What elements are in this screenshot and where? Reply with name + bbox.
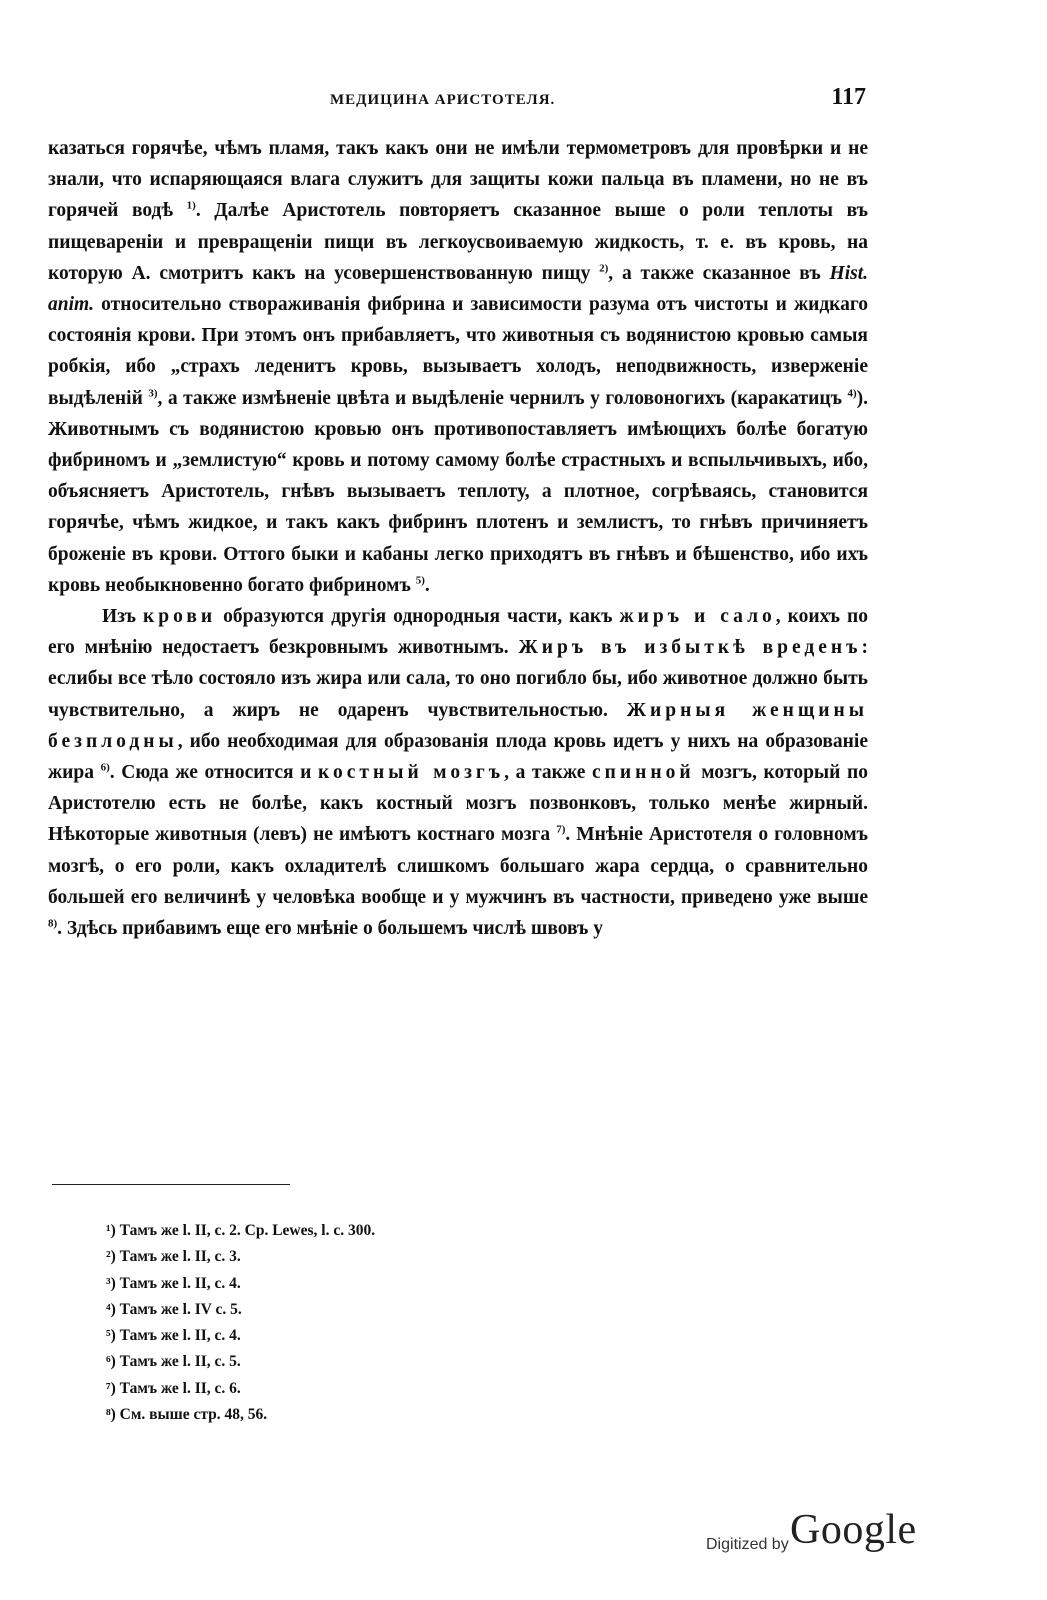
emphasized-spaced-text: спинной [591, 762, 695, 784]
footnote: ²) Тамъ же l. II, c. 3. [106, 1248, 241, 1266]
emphasized-spaced-text: Жиръ въ избыткѣ вреденъ [518, 637, 862, 659]
text-run: , ибо необходимая для образованія плода кровь идетъ у нихъ на образованіе жира [48, 730, 868, 784]
footnote-ref: 6) [100, 761, 110, 774]
text-run: , коихъ по его мнѣнію недостаетъ безкровнымъ животнымъ. [48, 606, 868, 659]
paragraph [48, 133, 868, 601]
emphasized-spaced-text: костный мозгъ [318, 762, 505, 784]
page-number: 117 [831, 84, 866, 110]
footnote-ref: 3) [148, 387, 158, 400]
paragraph [48, 601, 868, 944]
footnote-divider [52, 1184, 290, 1185]
footnote-ref: 5) [415, 574, 425, 587]
footnote: ⁵) Тамъ же l. II, c. 4. [106, 1327, 241, 1345]
footnote: ⁶) Тамъ же l. II, c. 5. [106, 1353, 241, 1371]
footnote: ⁸) См. выше стр. 48, 56. [106, 1406, 268, 1424]
text-run: . Здѣсь прибавимъ еще его мнѣніе о большемъ числѣ швовъ у [57, 918, 604, 940]
google-logo: Google [790, 1507, 917, 1553]
text-run: Изъ [102, 606, 144, 628]
footnote-ref: 8) [48, 917, 58, 930]
text-run: . Далѣе Аристотель повторяетъ сказанное выше о роли теплоты въ пищевареніи и превращеніи пищи въ легкоусвоиваемую жидкость, т. е. въ кровь, на которую А. смотритъ какъ на усовершенствованную пищу [48, 200, 868, 284]
footnote: ³) Тамъ же l. II, c. 4. [106, 1274, 241, 1292]
text-run: , а также [504, 762, 592, 784]
text-run: , а также сказанное въ [608, 262, 830, 284]
footnote-ref: 4) [847, 387, 857, 400]
text-run: ). Животнымъ съ водянистою кровью онъ противопоставляетъ имѣющихъ болѣе богатую фибриномъ и „землистую“ кровь и потому самому болѣе страстныхъ и вспыльчивыхъ, ибо, объясняетъ Аристотель, гнѣвъ вызываетъ теплоту, а плотное, согрѣваясь, становится горячѣе, чѣмъ жидкое, и такъ какъ фибринъ плотенъ и землистъ, то гнѣвъ причиняетъ броженіе въ крови. Оттого быки и кабаны легко приходятъ въ гнѣвъ и бѣшенство, ибо ихъ кровь необыкновенно богато фибриномъ [48, 387, 869, 596]
emphasized-spaced-text: жиръ и сало [619, 606, 776, 628]
text-run: казаться горячѣе, чѣмъ пламя, такъ какъ они не имѣли термометровъ для провѣрки и не знали, что испаряющаяся влага служитъ для защиты кожи пальца въ пламени, но не въ горячей водѣ [48, 138, 868, 222]
emphasized-spaced-text: крови [143, 606, 217, 628]
text-run: . Сюда же относится и [109, 762, 319, 784]
footnote-ref: 1) [186, 199, 196, 212]
footnote: ⁷) Тамъ же l. II, c. 6. [106, 1379, 241, 1397]
emphasized-spaced-text: Жирныя женщины безплодны [48, 699, 868, 752]
digitized-by-google-watermark [706, 1506, 936, 1566]
text-run: , а также измѣненіе цвѣта и выдѣленіе чернилъ у головоногихъ (каракатицъ [157, 387, 848, 409]
italic-text: Hist. anim. [48, 262, 868, 316]
page-header [48, 84, 868, 122]
footnotes-list [106, 1218, 375, 1428]
text-run: . [424, 574, 430, 596]
text-run: относительно створаживанія фибрина и зависимости разума отъ чистоты и жидкаго состоянія крови. При этомъ онъ прибавляетъ, что животныя съ водянистою кровью самыя робкія, ибо „страхъ леденитъ кровь, вызываетъ холодъ, неподвижность, изверженіе выдѣленій [48, 294, 868, 409]
text-run: : еслибы все тѣло состояло изъ жира или сала, то оно погибло бы, ибо животное должно быть чувствительно, а жиръ не одаренъ чувствительностью. [48, 637, 868, 721]
footnote-ref: 2) [599, 262, 609, 275]
footnote-ref: 7) [556, 823, 566, 836]
running-title: МЕДИЦИНА АРИСТОТЕЛЯ. [330, 92, 556, 108]
footnote: ¹) Тамъ же l. II, c. 2. Ср. Lewes, l. c. 300. [106, 1222, 376, 1239]
body-text [48, 133, 868, 944]
text-run: мозгъ, который по Аристотелю есть не болѣе, какъ костный мозгъ позвонковъ, только менѣе жирный. Нѣкоторые животныя (левъ) не имѣютъ костнаго мозга [48, 762, 868, 846]
footnote: ⁴) Тамъ же l. IV c. 5. [106, 1300, 242, 1318]
digitized-by-label: Digitized by [706, 1536, 789, 1553]
text-run: . Мнѣніе Аристотеля о головномъ мозгѣ, о его роли, какъ охладителѣ слишкомъ большаго жара сердца, о сравнительно большей его величинѣ у человѣка вообще и у мужчинъ въ частности, приведено уже выше [48, 824, 868, 908]
text-run: образуются другія однородныя части, какъ [216, 606, 620, 628]
